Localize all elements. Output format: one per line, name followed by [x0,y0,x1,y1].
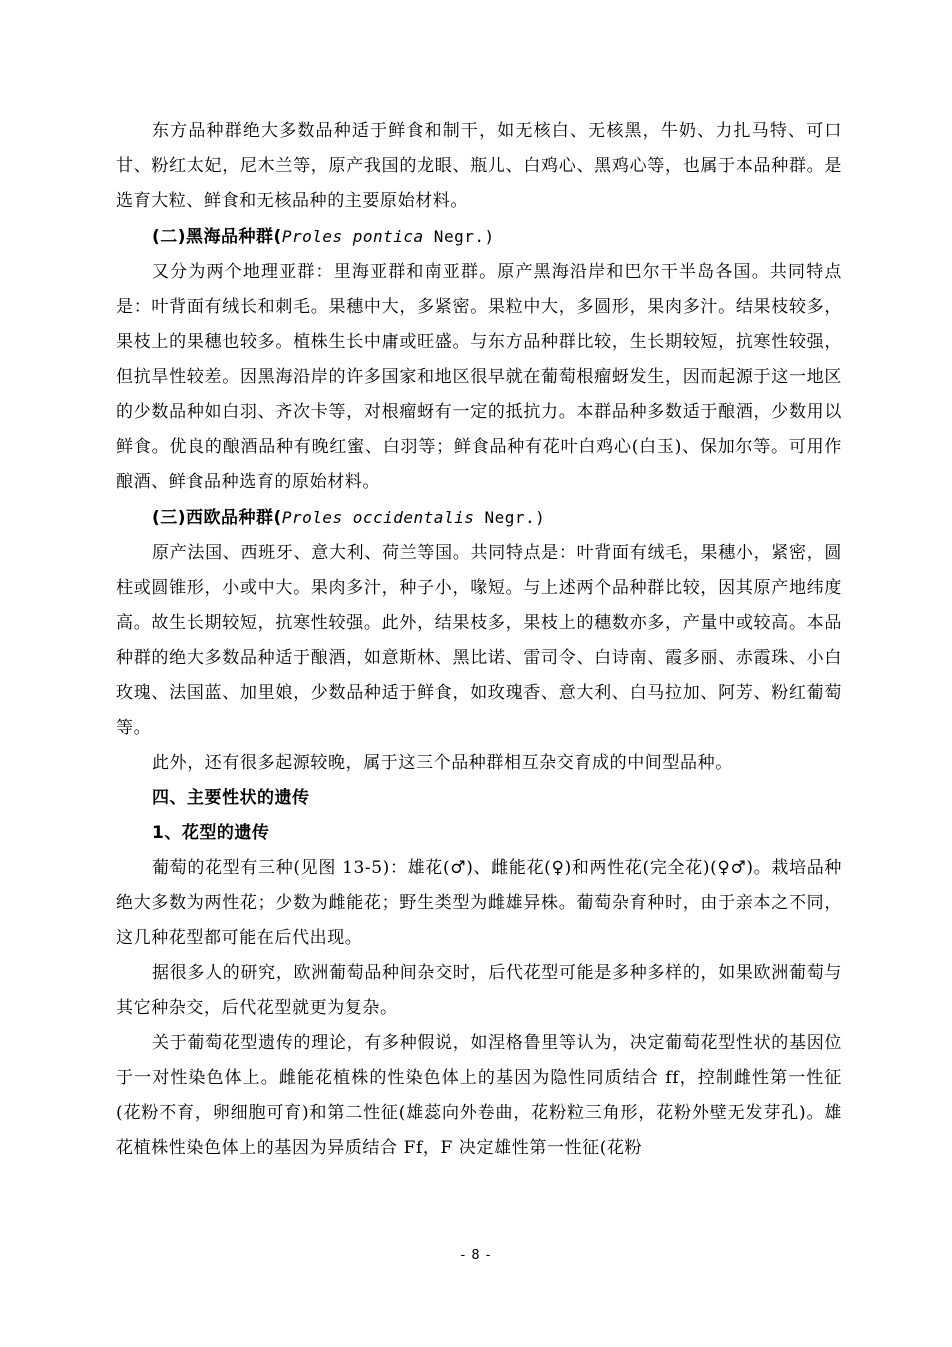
page-number: - 8 - [460,1248,492,1263]
heading-western-europe-latin: Proles occidentalis [281,508,475,527]
heading-western-europe-prefix: (三)西欧品种群( [152,508,282,528]
heading-trait-inheritance: 四、主要性状的遗传 [152,788,310,808]
paragraph-western-europe-group: 原产法国、西班牙、意大利、荷兰等国。共同特点是：叶背面有绒毛，果穗小，紧密，圆柱或圆锥形，小或中大。果肉多汁，种子小，喙短。与上述两个品种群比较，因其原产地纬度高。故生长期较短，抗寒性较强。此外，结果枝多，果枝上的穗数亦多，产量中或较高。本品种群的绝大多数品种适于酿酒，如意斯林、黑比诺、雷司令、白诗南、霞多丽、赤霞珠、小白玫瑰、法国蓝、加里娘，少数品种适于鲜食，如玫瑰香、意大利、白马拉加、阿芳、粉红葡萄等。 [116,543,842,738]
heading-black-sea-group [116,219,842,255]
paragraph-hybrid-flower-types: 据很多人的研究，欧洲葡萄品种间杂交时，后代花型可能是多种多样的，如果欧洲葡萄与其它种杂交，后代花型就更为复杂。 [116,963,842,1018]
paragraph-flower-types: 葡萄的花型有三种(见图 13-5)：雄花(♂)、雌能花(♀)和两性花(完全花)(♀♂)。栽培品种绝大多数为两性花；少数为雌能花；野生类型为雌雄异株。葡萄杂育种时，由于亲本之不同，这几种花型都可能在后代出现。 [116,858,842,948]
heading-flower-type-inheritance: 1、花型的遗传 [152,823,270,843]
heading-black-sea-suffix: Negr.) [423,227,495,246]
paragraph-eastern-group: 东方品种群绝大多数品种适于鲜食和制干，如无核白、无核黑，牛奶、力扎马特、可口甘、粉红太妃，尼木兰等，原产我国的龙眼、瓶儿、白鸡心、黑鸡心等，也属于本品种群。是选育大粒、鲜食和无核品种的主要原始材料。 [116,121,842,211]
paragraph-intermediate-varieties: 此外，还有很多起源较晚，属于这三个品种群相互杂交育成的中间型品种。 [152,753,733,773]
paragraph-flower-genetics-theory: 关于葡萄花型遗传的理论，有多种假说，如涅格鲁里等认为，决定葡萄花型性状的基因位于一对性染色体上。雌能花植株的性染色体上的基因为隐性同质结合 ff，控制雌性第一性征(花粉不育，卵细胞可育)和第二性征(雄蕊向外卷曲，花粉粒三角形，花粉外壁无发芽孔)。雄花植株性染色体上的基因为异质结合 Ff，F 决定雄性第一性征(花粉 [116,1033,842,1158]
heading-black-sea-latin: Proles pontica [281,227,424,246]
heading-western-europe-group [116,500,842,536]
heading-black-sea-prefix: (二)黑海品种群( [152,227,282,247]
document-body [116,114,842,1166]
paragraph-black-sea-group: 又分为两个地理亚群：里海亚群和南亚群。原产黑海沿岸和巴尔干半岛各国。共同特点是：叶背面有绒长和刺毛。果穗中大，多紧密。果粒中大，多圆形，果肉多汁。结果枝较多，果枝上的果穗也较多。植株生长中庸或旺盛。与东方品种群比较，生长期较短，抗寒性较强，但抗旱性较差。因黑海沿岸的许多国家和地区很早就在葡萄根瘤蚜发生，因而起源于这一地区的少数品种如白羽、齐次卡等，对根瘤蚜有一定的抵抗力。本群品种多数适于酿酒，少数用以鲜食。优良的酿酒品种有晚红蜜、白羽等；鲜食品种有花叶白鸡心(白玉)、保加尔等。可用作酿酒、鲜食品种选育的原始材料。 [116,262,842,492]
heading-western-europe-suffix: Negr.) [474,508,546,527]
